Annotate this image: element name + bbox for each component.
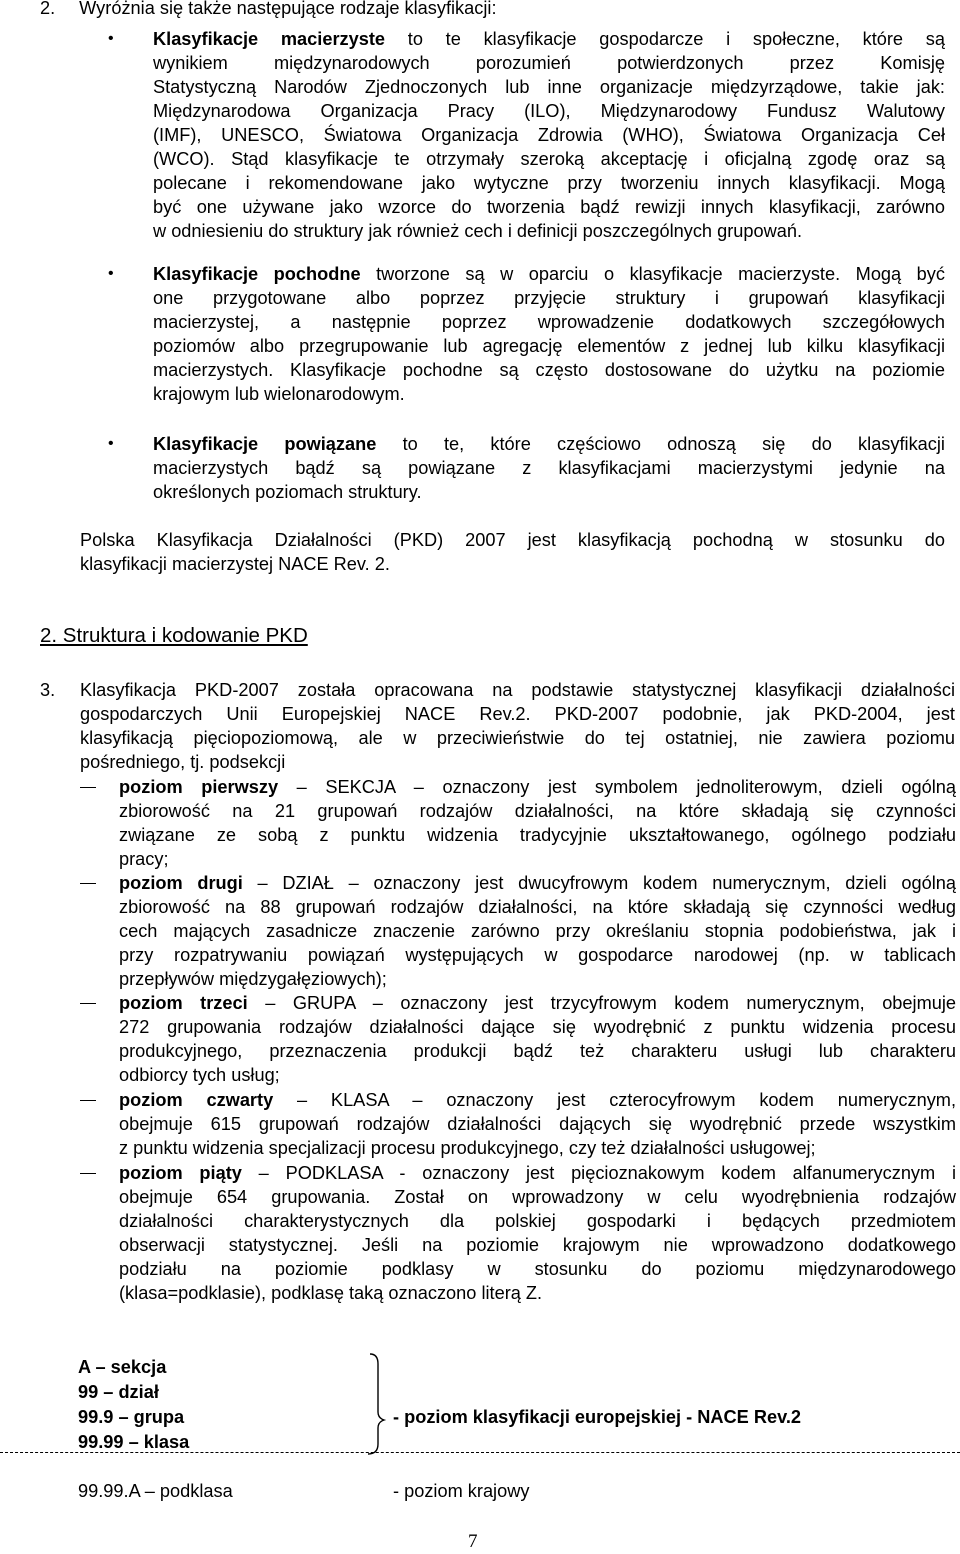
line-text: klasyfikacją pięciopoziomową, ale w przeciwieństwie do tej ostatniej, nie zawiera poziomu [80, 728, 955, 748]
line-text: Międzynarodowa Organizacja Pracy (ILO), Międzynarodowy Fundusz Walutowy [153, 101, 945, 121]
level-line [119, 895, 956, 919]
bullet-line [153, 171, 945, 195]
bold-term: poziom piąty [119, 1163, 242, 1183]
dash-marker [80, 787, 96, 788]
scheme-label: A – sekcja [78, 1357, 167, 1377]
intro-line [40, 0, 497, 20]
level-line [119, 1281, 956, 1305]
subclass-label: 99.99.A – podklasa [78, 1481, 233, 1501]
bullet-line [153, 310, 945, 334]
scheme-label: 99.99 – klasa [78, 1432, 190, 1452]
level-line [119, 775, 956, 799]
level-line [119, 847, 956, 871]
para3-line [80, 726, 955, 750]
line-text: przepływów międzygałęziowych); [119, 969, 387, 989]
level-line [119, 823, 956, 847]
bullet-line [153, 75, 945, 99]
scheme-subclass [78, 1479, 233, 1503]
intro-text: Wyróżnia się także następujące rodzaje klasyfikacji: [79, 0, 497, 18]
list-number: 2. [40, 0, 56, 18]
dashed-separator [0, 1452, 960, 1453]
bullet-line [153, 195, 945, 219]
bold-term: poziom pierwszy [119, 777, 279, 797]
european-level-label: - poziom klasyfikacji europejskiej - NACE Rev.2 [393, 1407, 802, 1427]
line-text: poziomów albo przegrupowanie lub agregację elementów z jednej lub kilku klasyfikacji [153, 336, 945, 356]
line-text: (WCO). Stąd klasyfikacje te otrzymały szeroką akceptację i oficjalną zgodę oraz są [153, 149, 945, 169]
national-level-label: - poziom krajowy [393, 1481, 530, 1501]
level-line [119, 1257, 956, 1281]
line-text: macierzystych bądź są powiązane z klasyfikacjami macierzystymi jedynie na [153, 458, 945, 478]
scheme-item [78, 1380, 159, 1404]
level-line [119, 967, 956, 991]
line-text: Klasyfikacja PKD-2007 została opracowana na podstawie statystycznej klasyfikacji działalności [80, 680, 955, 700]
line-text: – KLASA – oznaczony jest czterocyfrowym kodem numerycznym, [273, 1090, 956, 1110]
dash-marker [80, 883, 96, 884]
scheme-item [78, 1405, 184, 1429]
list-number: 3. [40, 680, 56, 700]
scheme-label: 99.9 – grupa [78, 1407, 185, 1427]
level-line [119, 1136, 956, 1160]
line-text: określonych poziomach struktury. [153, 482, 422, 502]
line-text: Statystyczną Narodów Zjednoczonych lub inne organizacje międzyrządowe, takie jak: [153, 77, 945, 97]
level-line [119, 799, 956, 823]
bullet-line [153, 51, 945, 75]
level-line [119, 1209, 956, 1233]
line-text: podziału na poziomie podklasy w stosunku do poziomu międzynarodowego [119, 1259, 956, 1279]
line-text: 272 grupowania rodzajów działalności dające się wyodrębnić z punktu widzenia procesu [119, 1017, 956, 1037]
level-line [119, 991, 956, 1015]
line-text: cech mających zasadnicze znaczenie zarówno przy określaniu stopnia podobieństwa, jak i [119, 921, 956, 941]
pkd-paragraph-line [80, 528, 945, 552]
line-text: (IMF), UNESCO, Światowa Organizacja Zdrowia (WHO), Światowa Organizacja Ceł [153, 125, 945, 145]
line-text: pracy; [119, 849, 169, 869]
line-text: one przygotowane albo poprzez przyjęcie struktury i grupowań klasyfikacji [153, 288, 945, 308]
para3-line [80, 678, 955, 702]
dash-marker [80, 1173, 96, 1174]
bullet-icon: • [108, 435, 114, 452]
line-text: – GRUPA – oznaczony jest trzycyfrowym kodem numerycznym, obejmuje [247, 993, 957, 1013]
line-text: być one używane jako wzorce do tworzenia bądź rewizji innych klasyfikacji, zarówno [153, 197, 945, 217]
line-text: wynikiem międzynarodowych porozumień potwierdzonych przez Komisję [153, 53, 945, 73]
level-line [119, 1088, 956, 1112]
level-line [119, 1039, 956, 1063]
line-text: gospodarczych Unii Europejskiej NACE Rev.2. PKD-2007 podobnie, jak PKD-2004, jest [80, 704, 955, 724]
bold-term: Klasyfikacje pochodne [153, 264, 361, 284]
pkd-paragraph-line [80, 552, 945, 576]
bullet-line [153, 334, 945, 358]
line-text: klasyfikacji macierzystej NACE Rev. 2. [80, 554, 390, 574]
bullet-line [153, 382, 945, 406]
para3-line [80, 750, 955, 774]
level-line [119, 871, 956, 895]
line-text: krajowym lub wielonarodowym. [153, 384, 405, 404]
line-text: pośredniego, tj. podsekcji [80, 752, 286, 772]
level-line [119, 1063, 956, 1087]
dash-marker [80, 1003, 96, 1004]
line-text: związane ze sobą z punktu widzenia tradycyjnie ukształtowanego, ogólnego podziału [119, 825, 956, 845]
para3-line [80, 702, 955, 726]
line-text: odbiorcy tych usług; [119, 1065, 280, 1085]
scheme-national [393, 1479, 529, 1503]
level-line [119, 1161, 956, 1185]
level-line [119, 1015, 956, 1039]
bold-term: poziom trzeci [119, 993, 248, 1013]
para3-number [40, 678, 55, 702]
bullet-line [153, 27, 945, 51]
bold-term: poziom czwarty [119, 1090, 274, 1110]
line-text: produkcyjnego, przeznaczenia produkcji bądź też charakteru usługi lub charakteru [119, 1041, 956, 1061]
line-text: obserwacji statystycznej. Jeśli na poziomie krajowym nie wprowadzono dodatkowego [119, 1235, 956, 1255]
line-text: – SEKCJA – oznaczony jest symbolem jednoliterowym, dzieli ogólną [278, 777, 956, 797]
line-text: to te, które częściowo odnoszą się do klasyfikacji [376, 434, 945, 454]
line-text: zbiorowość na 21 grupowań rodzajów działalności, na które składają się czynności [119, 801, 956, 821]
bullet-line [153, 147, 945, 171]
bullet-line [153, 123, 945, 147]
bullet-line [153, 456, 945, 480]
bullet-icon: • [108, 265, 114, 282]
line-text: obejmuje 654 grupowania. Został on wprowadzony w celu wyodrębnienia rodzajów [119, 1187, 956, 1207]
bullet-line [153, 480, 945, 504]
line-text: Polska Klasyfikacja Działalności (PKD) 2007 jest klasyfikacją pochodną w stosunku do [80, 530, 945, 550]
line-text: polecane i rekomendowane jako wytyczne przy tworzeniu innych klasyfikacji. Mogą [153, 173, 945, 193]
line-text: tworzone są w oparciu o klasyfikacje macierzyste. Mogą być [360, 264, 945, 284]
line-text: z punktu widzenia specjalizacji procesu produkcyjnego, czy też działalności usługowej; [119, 1138, 816, 1158]
line-text: macierzystych. Klasyfikacje pochodne są często dostosowane do użytku na poziomie [153, 360, 945, 380]
bold-term: Klasyfikacje macierzyste [153, 29, 386, 49]
scheme-item [78, 1430, 189, 1454]
line-text: w odniesieniu do struktury jak również cech i definicji poszczególnych grupowań. [153, 221, 803, 241]
scheme-european [393, 1405, 801, 1429]
section-title [40, 624, 308, 648]
level-line [119, 943, 956, 967]
brace-graphic [364, 1350, 394, 1460]
bullet-line [153, 262, 945, 286]
scheme-item [78, 1355, 166, 1379]
level-line [119, 919, 956, 943]
bullet-line [153, 432, 945, 456]
level-line [119, 1233, 956, 1257]
scheme-label: 99 – dział [78, 1382, 159, 1402]
bullet-icon: • [108, 30, 114, 47]
bullet-line [153, 358, 945, 382]
dash-marker [80, 1100, 96, 1101]
bold-term: Klasyfikacje powiązane [153, 434, 377, 454]
line-text: to te klasyfikacje gospodarcze i społeczne, które są [385, 29, 945, 49]
bullet-line [153, 286, 945, 310]
bold-term: poziom drugi [119, 873, 243, 893]
bullet-line [153, 219, 945, 243]
line-text: – PODKLASA - oznaczony jest pięcioznakowym kodem alfanumerycznym i [241, 1163, 956, 1183]
level-line [119, 1112, 956, 1136]
line-text: macierzystej, a następnie poprzez wprowadzenie dodatkowych szczegółowych [153, 312, 945, 332]
line-text: (klasa=podklasie), podklasę taką oznaczono literą Z. [119, 1283, 543, 1303]
line-text: działalności charakterystycznych dla polskiej gospodarki i będących przedmiotem [119, 1211, 956, 1231]
line-text: obejmuje 615 grupowań rodzajów działalności dających się wyodrębnić przede wszystkim [119, 1114, 956, 1134]
line-text: zbiorowość na 88 grupowań rodzajów działalności, na które składają się czynności według [119, 897, 956, 917]
bullet-line [153, 99, 945, 123]
level-line [119, 1185, 956, 1209]
page-number: 7 [468, 1531, 478, 1552]
section-heading: 2. Struktura i kodowanie PKD [40, 624, 308, 647]
line-text: przy rozpatrywaniu powiązań występujących w gospodarce narodowej (np. w tablicach [119, 945, 956, 965]
line-text: – DZIAŁ – oznaczony jest dwucyfrowym kodem numerycznym, dzieli ogólną [242, 873, 956, 893]
